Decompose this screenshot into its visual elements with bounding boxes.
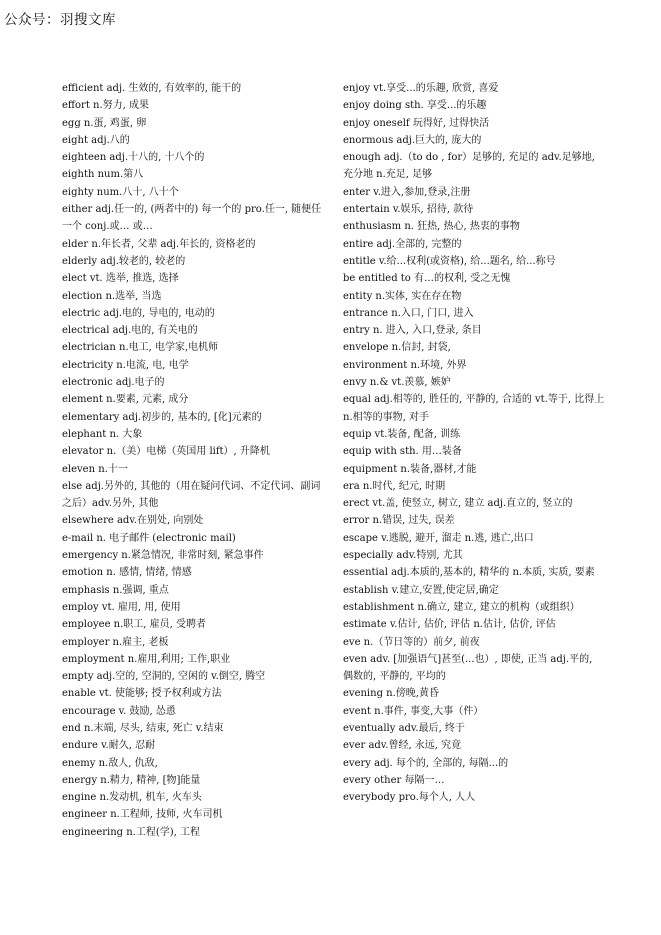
- vocab-entry: entire adj.全部的, 完整的: [343, 238, 462, 250]
- vocab-entry: ever adv.曾经, 永远, 究竟: [343, 740, 462, 752]
- vocab-entry: element n.要素, 元素, 成分: [62, 394, 189, 406]
- vocab-entry: eventually adv.最后, 终于: [343, 722, 465, 734]
- vocab-entry: eighteen adj.十八的, 十八个的: [62, 152, 205, 164]
- vocab-entry: elephant n. 大象: [62, 428, 143, 440]
- vocab-entry: electronic adj.电子的: [62, 377, 165, 389]
- vocab-entry: elsewhere adv.在别处, 向别处: [62, 515, 204, 527]
- vocab-entry: entrance n.入口, 门口, 进入: [343, 307, 474, 319]
- vocab-entry: election n.选举, 当选: [62, 290, 162, 302]
- vocab-entry: erect vt.盖, 使竖立, 树立, 建立 adj.直立的, 竖立的: [343, 498, 573, 510]
- vocab-entry: employ vt. 雇用, 用, 使用: [62, 601, 181, 613]
- header-title: 公众号：羽搜文库: [4, 12, 116, 28]
- vocab-entry: e-mail n. 电子邮件 (electronic mail): [62, 532, 236, 544]
- left-column: [62, 80, 324, 841]
- vocab-entry: engineer n.工程师, 技师, 火车司机: [62, 809, 223, 821]
- vocab-entry: eve n.（节日等的）前夕, 前夜: [343, 636, 480, 648]
- vocab-entry: endure v.耐久, 忍耐: [62, 740, 156, 752]
- vocab-entry: enemy n.敌人, 仇敌,: [62, 757, 158, 769]
- vocab-entry: enter v.进入,参加,登录,注册: [343, 186, 471, 198]
- vocab-entry: escape v.逃脱, 避开, 溜走 n.逃, 逃亡,出口: [343, 532, 534, 544]
- vocab-entry: equipment n.装备,器材,才能: [343, 463, 477, 475]
- vocab-entry: every other 每隔一…: [343, 774, 445, 786]
- vocab-entry: era n.时代, 纪元, 时期: [343, 480, 446, 492]
- vocab-entry: equal adj.相等的, 胜任的, 平静的, 合适的 vt.等于, 比得上 n.相等的事物, 对手: [343, 394, 605, 423]
- vocab-entry: engineering n.工程(学), 工程: [62, 826, 201, 838]
- vocab-entry: energy n.精力, 精神, [物]能量: [62, 774, 201, 786]
- vocab-entry: emphasis n.强调, 重点: [62, 584, 169, 596]
- vocab-entry: employment n.雇用,利用; 工作,职业: [62, 653, 231, 665]
- vocab-entry: entertain v.娱乐, 招待, 款待: [343, 204, 474, 216]
- vocab-entry: egg n.蛋, 鸡蛋, 卵: [62, 117, 147, 129]
- vocab-entry: envelope n.信封, 封袋,: [343, 342, 451, 354]
- vocab-entry: encourage v. 鼓励, 怂恿: [62, 705, 176, 717]
- vocab-entry: environment n.环境, 外界: [343, 359, 467, 371]
- vocab-entry: employer n.雇主, 老板: [62, 636, 169, 648]
- vocab-entry: elderly adj.较老的, 较老的: [62, 255, 186, 267]
- vocab-entry: entitle v.给...权利(或资格), 给...题名, 给...称号: [343, 255, 556, 267]
- vocab-entry: electrical adj.电的, 有关电的: [62, 325, 198, 337]
- vocab-entry: establish v.建立,安置,使定居,确定: [343, 584, 499, 596]
- vocab-entry: elder n.年长者, 父辈 adj.年长的, 资格老的: [62, 238, 256, 250]
- vocab-entry: enable vt. 使能够; 授予权利或方法: [62, 688, 222, 700]
- vocab-entry: enjoy vt.享受...的乐趣, 欣赏, 喜爱: [343, 83, 499, 94]
- vocab-entry: elementary adj.初步的, 基本的, [化]元素的: [62, 411, 262, 423]
- vocab-entry: equip vt.装备, 配备, 训练: [343, 428, 461, 440]
- vocab-entry: eight adj.八的: [62, 134, 130, 146]
- vocab-entry: efficient adj. 生效的, 有效率的, 能干的: [62, 83, 242, 94]
- vocab-entry: end n.末端, 尽头, 结束, 死亡 v.结束: [62, 722, 224, 734]
- vocab-entry: evening n.傍晚,黄昏: [343, 688, 439, 700]
- vocab-entry: enormous adj.巨大的, 庞大的: [343, 134, 482, 146]
- vocab-entry: be entitled to 有…的权利, 受之无愧: [343, 273, 511, 285]
- vocab-entry: envy n.& vt.羡慕, 嫉妒: [343, 377, 451, 389]
- vocab-entry: engine n.发动机, 机车, 火车头: [62, 792, 202, 804]
- vocab-entry: employee n.职工, 雇员, 受聘者: [62, 619, 207, 631]
- vocab-entry: elect vt. 选举, 推选, 选择: [62, 273, 179, 285]
- vocab-entry: either adj.任一的, (两者中的) 每一个的 pro.任一, 随便任一个 conj.或… 或…: [62, 204, 322, 233]
- vocab-entry: essential adj.本质的,基本的, 精华的 n.本质, 实质, 要素: [343, 567, 595, 579]
- vocab-entry: eighty num.八十, 八十个: [62, 186, 179, 198]
- vocab-entry: eleven n.十一: [62, 463, 128, 475]
- vocab-entry: enough adj.（to do , for）足够的, 充足的 adv.足够地, 充分地 n.充足, 足够: [343, 152, 595, 181]
- vocab-entry: emotion n. 感情, 情绪, 情感: [62, 567, 192, 579]
- vocab-entry: electricity n.电流, 电, 电学: [62, 359, 189, 371]
- vocab-entry: else adj.另外的, 其他的（用在疑问代词、不定代词、副词之后）adv.另外, 其他: [62, 480, 321, 510]
- vocab-entry: estimate v.估计, 估价, 评估 n.估计, 估价, 评估: [343, 619, 556, 631]
- vocab-entry: error n.错误, 过失, 误差: [343, 515, 455, 527]
- vocab-entry: entity n.实体, 实在存在物: [343, 290, 462, 302]
- vocab-entry: electrician n.电工, 电学家,电机师: [62, 342, 219, 354]
- vocab-entry: eighth num.第八: [62, 169, 144, 181]
- right-column: [343, 80, 605, 806]
- vocab-entry: even adv. [加强语气]甚至(...也）, 即使, 正当 adj.平的, 偶数的, 平静的, 平均的: [343, 653, 593, 683]
- vocab-entry: electric adj.电的, 导电的, 电动的: [62, 307, 215, 319]
- vocab-entry: enjoy oneself 玩得好, 过得快活: [343, 117, 490, 129]
- vocab-entry: elevator n.（美）电梯（英国用 lift）, 升降机: [62, 446, 270, 458]
- vocab-entry: enjoy doing sth. 享受...的乐趣: [343, 100, 487, 112]
- vocab-entry: empty adj.空的, 空洞的, 空闲的 v.倒空, 腾空: [62, 671, 266, 683]
- vocab-entry: every adj. 每个的, 全部的, 每隔...的: [343, 757, 509, 769]
- vocab-entry: emergency n.紧急情况, 非常时刻, 紧急事件: [62, 550, 264, 562]
- vocab-entry: establishment n.确立, 建立, 建立的机构（或组织）: [343, 601, 580, 613]
- vocab-entry: equip with sth. 用…装备: [343, 446, 462, 458]
- vocab-entry: entry n. 进入, 入口,登录, 条目: [343, 325, 482, 337]
- vocab-entry: everybody pro.每个人, 人人: [343, 792, 476, 804]
- vocab-entry: enthusiasm n. 狂热, 热心, 热衷的事物: [343, 221, 520, 233]
- vocab-entry: especially adv.特别, 尤其: [343, 550, 463, 562]
- vocab-entry: event n.事件, 事变,大事（件）: [343, 705, 484, 717]
- vocab-entry: effort n.努力, 成果: [62, 100, 149, 112]
